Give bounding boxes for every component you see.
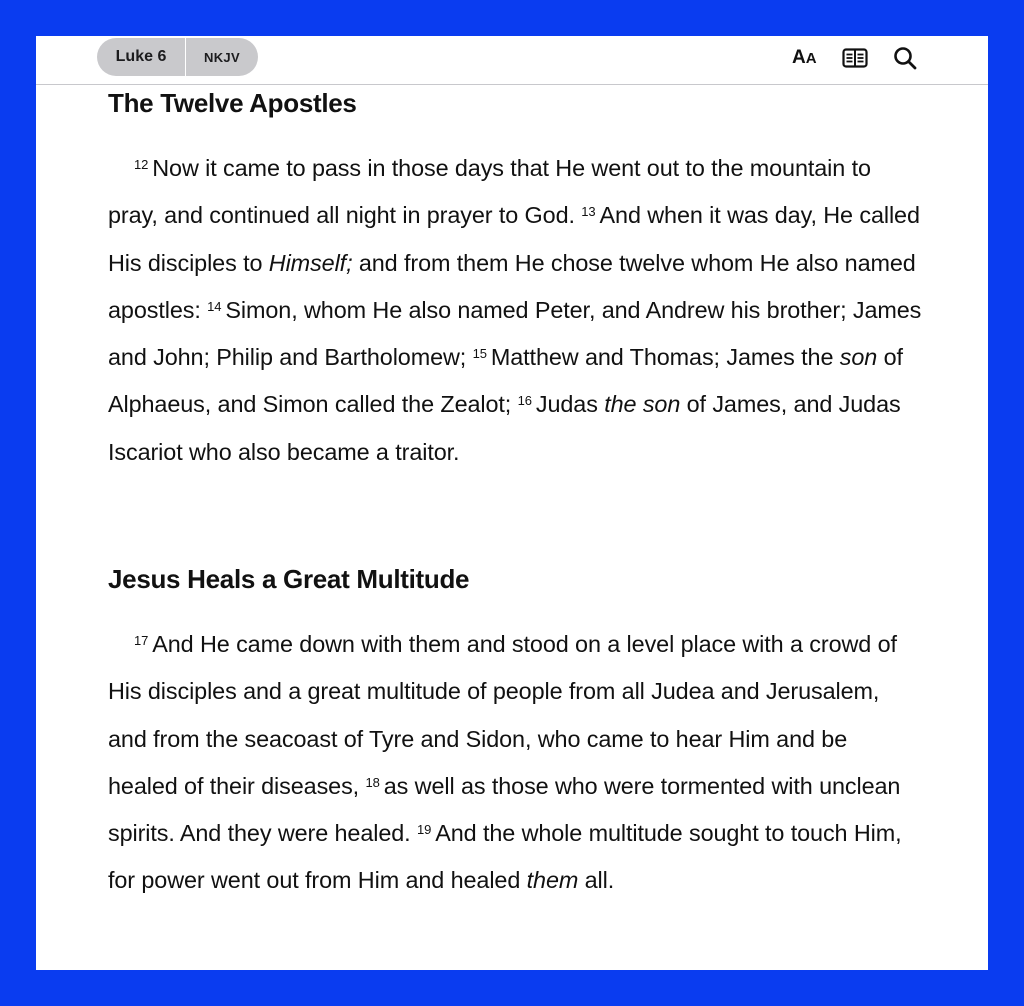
text-size-button[interactable]: [792, 44, 822, 72]
section-heading: Jesus Heals a Great Multitude: [108, 564, 470, 594]
verse-text[interactable]: And when it was day, He called His disciples to: [108, 202, 920, 276]
verse-text[interactable]: And He came down with them and stood on a level place with a crowd of His disciples and a great multitude of people from all Judea and Jerusalem, and from the seacoast of Tyre and Sidon, who came to hear Him and be healed of their diseases,: [108, 631, 897, 799]
section-heading: The Twelve Apostles: [108, 88, 357, 118]
verse-text[interactable]: Judas: [535, 391, 605, 418]
verse-italic-text[interactable]: Himself;: [268, 249, 353, 276]
verse-text[interactable]: of James, and Judas Iscariot who also became a traitor.: [108, 391, 901, 465]
verse-number[interactable]: 15: [472, 346, 487, 362]
search-button[interactable]: [893, 44, 919, 72]
verse-number[interactable]: 16: [517, 393, 532, 409]
verse-text[interactable]: and from them He chose twelve whom He also named apostles:: [108, 249, 916, 323]
verse-number[interactable]: 12: [134, 157, 149, 172]
text-size-icon: AA: [792, 47, 817, 68]
toolbar: [36, 36, 988, 85]
verse-text[interactable]: as well as those who were tormented with unclean spirits. And they were healed.: [108, 772, 901, 847]
verse-italic-text[interactable]: them: [526, 867, 579, 894]
reader-view-icon: [842, 48, 868, 68]
paragraph: [108, 145, 923, 476]
verse-italic-text[interactable]: son: [839, 344, 878, 371]
verse-text[interactable]: all.: [578, 867, 615, 894]
verse-text[interactable]: Now it came to pass in those days that He went out to the mountain to pray, and continued all night in prayer to God.: [108, 155, 871, 229]
reader-window: [36, 36, 988, 970]
verse-number[interactable]: 18: [365, 774, 380, 790]
version-button[interactable]: NKJV: [204, 49, 240, 65]
search-icon: [893, 46, 917, 70]
verse-text[interactable]: Matthew and Thomas; James the: [490, 344, 840, 371]
verse-text[interactable]: And the whole multitude sought to touch Him, for power went out from Him and healed: [108, 820, 902, 894]
verse-number[interactable]: 17: [134, 633, 149, 648]
verse-text[interactable]: Simon, whom He also named Peter, and Andrew his brother; James and John; Philip and Bartholomew;: [108, 296, 922, 371]
reader-view-button[interactable]: [842, 44, 870, 72]
verse-number[interactable]: 14: [207, 298, 222, 314]
book-chapter-button[interactable]: Luke 6: [97, 38, 186, 76]
verse-italic-text[interactable]: the son: [604, 391, 681, 418]
verse-number[interactable]: 19: [416, 822, 432, 838]
passage-selector: [97, 38, 258, 76]
verse-number[interactable]: 13: [581, 204, 596, 220]
verse-text[interactable]: of Alphaeus, and Simon called the Zealot;: [108, 344, 903, 418]
paragraph: [108, 621, 923, 905]
